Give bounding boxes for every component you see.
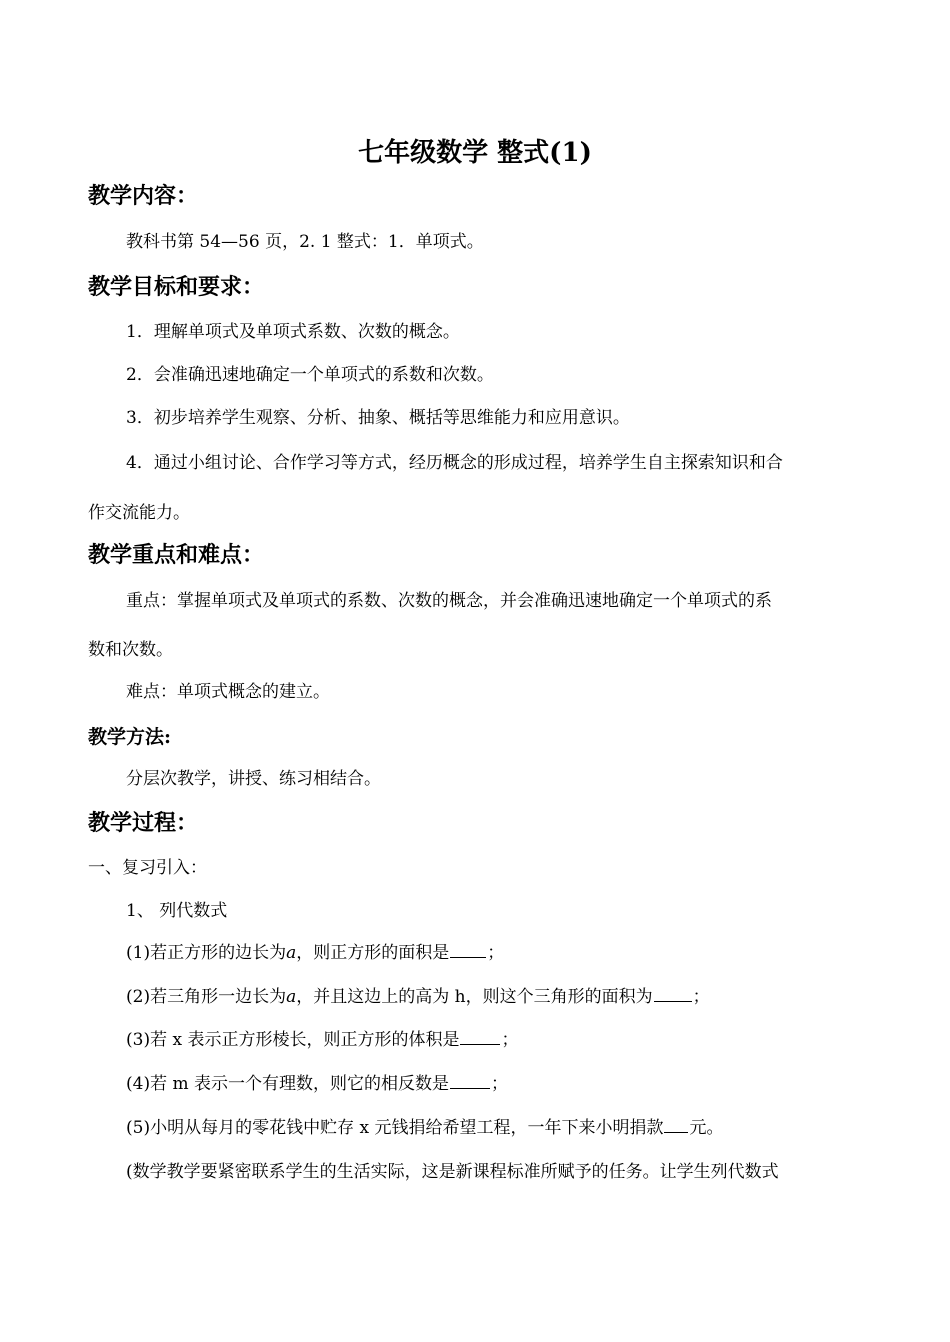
heading-content: 教学内容：	[88, 183, 199, 209]
keypoint-text: 重点：掌握单项式及单项式的系数、次数的概念，并会准确迅速地确定一个单项式的系	[126, 591, 772, 611]
goal-item-2: 2．会准确迅速地确定一个单项式的系数和次数。	[126, 365, 494, 385]
answer-blank-2[interactable]	[654, 985, 692, 1002]
question-3-text-c: ；	[501, 1030, 519, 1050]
difficulty-text: 难点：单项式概念的建立。	[126, 682, 330, 702]
question-1-text-a: (1)若正方形的边长为	[126, 943, 287, 963]
process-note: (数学教学要紧密联系学生的生活实际，这是新课程标准所赋予的任务。让学生列代数式	[126, 1162, 779, 1182]
question-2-text-a: (2)若三角形一边长为	[126, 987, 287, 1007]
question-1	[126, 941, 504, 965]
question-2	[126, 985, 710, 1009]
question-2-text-c: ；	[692, 987, 710, 1007]
goal-item-3: 3．初步培养学生观察、分析、抽象、概括等思维能力和应用意识。	[126, 408, 630, 428]
goal-item-4: 4．通过小组讨论、合作学习等方式，经历概念的形成过程，培养学生自主探索知识和合	[126, 453, 783, 473]
question-4	[126, 1072, 508, 1096]
content-text: 教科书第 54—56 页，2. 1 整式：1．单项式。	[126, 232, 484, 252]
question-5-text-c: 元。	[689, 1118, 724, 1138]
method-text: 分层次教学，讲授、练习相结合。	[126, 769, 381, 789]
question-2-text-b: ，并且这边上的高为 h，则这个三角形的面积为	[296, 987, 653, 1007]
keypoint-text-cont: 数和次数。	[88, 640, 173, 660]
question-4-text-a: (4)若 m 表示一个有理数，则它的相反数是	[126, 1074, 450, 1094]
answer-blank-1[interactable]	[450, 941, 486, 958]
document-title: 七年级数学 整式(1)	[358, 138, 592, 168]
answer-blank-4[interactable]	[450, 1072, 490, 1089]
question-5-text-a: (5)小明从每月的零花钱中贮存 x 元钱捐给希望工程，一年下来小明捐款	[126, 1118, 664, 1138]
heading-method: 教学方法:	[88, 726, 172, 748]
question-3-text-a: (3)若 x 表示正方形棱长，则正方形的体积是	[126, 1030, 460, 1050]
question-2-var: a	[286, 987, 297, 1007]
goal-item-4-cont: 作交流能力。	[88, 503, 190, 523]
question-1-text-b: ，则正方形的面积是	[296, 943, 450, 963]
question-3	[126, 1028, 518, 1052]
heading-goals: 教学目标和要求：	[88, 274, 265, 300]
question-1-var: a	[286, 943, 297, 963]
question-5	[126, 1116, 723, 1140]
process-part1: 一、复习引入：	[88, 858, 207, 878]
goal-item-1: 1．理解单项式及单项式系数、次数的概念。	[126, 322, 460, 342]
process-sub1: 1、 列代数式	[126, 901, 228, 921]
answer-blank-3[interactable]	[460, 1028, 500, 1045]
question-1-text-c: ；	[487, 943, 505, 963]
heading-process: 教学过程：	[88, 810, 199, 836]
answer-blank-5[interactable]	[664, 1116, 688, 1133]
question-4-text-c: ；	[491, 1074, 509, 1094]
heading-keypoints: 教学重点和难点：	[88, 542, 265, 568]
